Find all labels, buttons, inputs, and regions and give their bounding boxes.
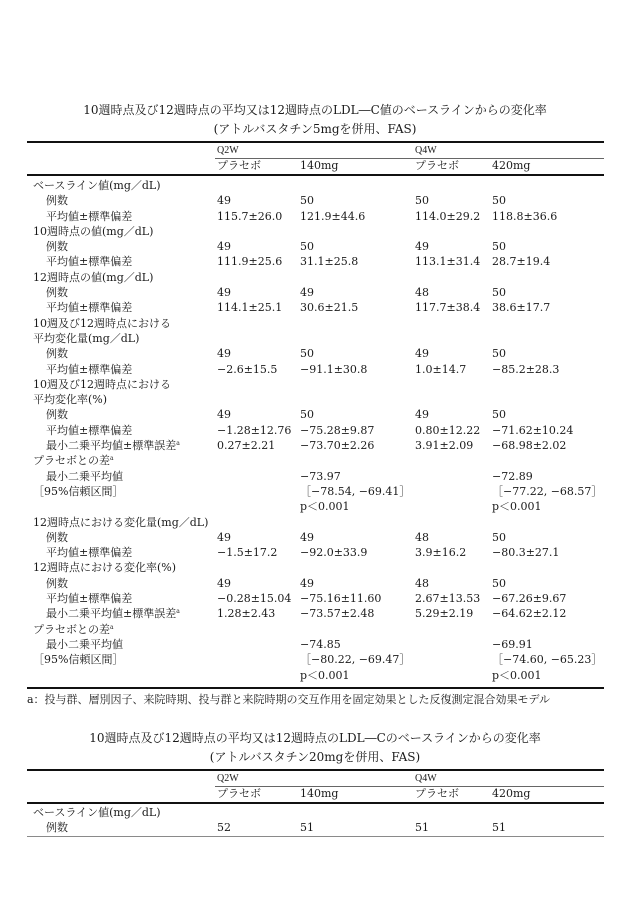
cell-q4w-placebo: 49 [415, 347, 429, 361]
cell-q4w-placebo: 5.29±2.19 [415, 607, 474, 621]
cell-q2w-140mg: 50 [300, 408, 314, 422]
table-row [0, 362, 630, 377]
row-label [46, 438, 180, 453]
cell-q2w-140mg: −73.57±2.48 [300, 607, 375, 621]
cell-q4w-420mg: 51 [492, 821, 506, 835]
table-row [0, 637, 630, 652]
cell-q4w-420mg: 28.7±19.4 [492, 255, 551, 269]
footnote-marker: a [176, 440, 180, 448]
table1-header-rule [27, 174, 604, 176]
cell-q2w-placebo: 111.9±25.6 [217, 255, 283, 269]
cell-q2w-140mg: −73.97 [300, 469, 341, 483]
row-label: 平均値±標準偏差 [46, 546, 133, 560]
cell-q2w-140mg: 49 [300, 286, 314, 300]
table2-subtitle: (アトルバスタチン20mgを併用、FAS) [209, 750, 421, 764]
cell-q2w-140mg: 49 [300, 576, 314, 590]
cell-q4w-placebo: 49 [415, 240, 429, 254]
table-row-group [0, 316, 630, 331]
cell-q2w-140mg-pvalue: p＜0.001 [300, 500, 350, 514]
cell-q2w-140mg: −75.16±11.60 [300, 592, 382, 606]
cell-q4w-420mg: 50 [492, 408, 506, 422]
table-row-pvalue [0, 668, 630, 683]
row-label: 10週及び12週時点における [33, 316, 171, 330]
table-row-group [0, 805, 630, 820]
cell-q4w-420mg: −68.98±2.02 [492, 439, 567, 453]
cell-q2w-placebo: −1.5±17.2 [217, 546, 278, 560]
table-row [0, 193, 630, 208]
cell-q4w-placebo: 48 [415, 576, 429, 590]
table-row-group [0, 560, 630, 575]
cell-q4w-420mg: −85.2±28.3 [492, 362, 560, 376]
cell-q2w-placebo: 52 [217, 821, 231, 835]
row-label: 例数 [46, 286, 68, 300]
table1-bottom-rule [27, 687, 604, 689]
row-label: ［95%信頼区間］ [33, 484, 124, 498]
table1-footnote: a：投与群、層別因子、来院時期、投与群と来院時期の交互作用を固定効果とした反復測定混合効果モデル [27, 693, 551, 706]
cell-q2w-140mg: 30.6±21.5 [300, 301, 359, 315]
row-label: 10週及び12週時点における [33, 377, 171, 391]
table1-header-q4w-placebo: プラセボ [415, 159, 459, 172]
cell-q4w-420mg: −64.62±2.12 [492, 607, 567, 621]
table2-top-rule [27, 769, 604, 771]
row-label: 例数 [46, 194, 68, 208]
cell-q4w-placebo: 50 [415, 194, 429, 208]
table1-header-q2w-placebo: プラセボ [217, 159, 261, 172]
row-label-text: 最小二乗平均値±標準誤差 [46, 439, 177, 453]
cell-q2w-140mg: 50 [300, 240, 314, 254]
cell-q4w-420mg: 50 [492, 286, 506, 300]
cell-q4w-placebo: 48 [415, 530, 429, 544]
row-label: 例数 [46, 408, 68, 422]
cell-q2w-140mg-ci: ［−80.22, −69.47］ [300, 653, 411, 667]
table2-header-q4w-420mg: 420mg [492, 787, 531, 800]
cell-q2w-140mg: −92.0±33.9 [300, 546, 368, 560]
cell-q4w-420mg-pvalue: p＜0.001 [492, 668, 542, 682]
cell-q2w-placebo: 0.27±2.21 [217, 439, 276, 453]
row-label: 最小二乗平均値 [46, 469, 123, 483]
table-row [0, 820, 630, 835]
cell-q4w-placebo: 3.9±16.2 [415, 546, 467, 560]
cell-q4w-420mg: −71.62±10.24 [492, 423, 574, 437]
row-label [33, 453, 114, 468]
cell-q2w-placebo: 49 [217, 240, 231, 254]
row-label-text: プラセボとの差 [33, 622, 110, 636]
cell-q4w-420mg: −67.26±9.67 [492, 592, 567, 606]
table-row [0, 545, 630, 560]
table-row-group [0, 515, 630, 530]
cell-q2w-placebo: 115.7±26.0 [217, 209, 283, 223]
table-row [0, 423, 630, 438]
cell-q2w-140mg: 121.9±44.6 [300, 209, 366, 223]
cell-q4w-420mg: −80.3±27.1 [492, 546, 560, 560]
cell-q2w-140mg-pvalue: p＜0.001 [300, 668, 350, 682]
cell-q2w-placebo: 49 [217, 530, 231, 544]
cell-q2w-140mg: 50 [300, 194, 314, 208]
table2-header-q4w: Q4W [415, 773, 437, 784]
table-row-group [0, 622, 630, 637]
cell-q4w-placebo: 1.0±14.7 [415, 362, 467, 376]
table-row-group [0, 178, 630, 193]
row-label: 最小二乗平均値 [46, 637, 123, 651]
row-label: 12週時点の値(mg／dL) [33, 270, 154, 284]
row-label-text: プラセボとの差 [33, 454, 110, 468]
table-row [0, 591, 630, 606]
cell-q2w-140mg: −74.85 [300, 637, 341, 651]
row-label: ［95%信頼区間］ [33, 653, 124, 667]
cell-q4w-placebo: 48 [415, 286, 429, 300]
table-row-group [0, 453, 630, 468]
cell-q4w-placebo: 49 [415, 408, 429, 422]
table1-title: 10週時点及び12週時点の平均又は12週時点のLDL―C値のベースラインからの変化率 [83, 103, 547, 117]
table-row-group [0, 331, 630, 346]
table1-header-q4w-420mg: 420mg [492, 159, 531, 172]
cell-q2w-placebo: 49 [217, 194, 231, 208]
table2-header-rule [27, 802, 604, 804]
table-row [0, 530, 630, 545]
row-label: 平均変化率(%) [33, 393, 108, 407]
row-label-text: 最小二乗平均値±標準誤差 [46, 607, 177, 621]
table1-header-q2w-140mg: 140mg [300, 159, 339, 172]
row-label: 平均値±標準偏差 [46, 255, 133, 269]
row-label: 平均値±標準偏差 [46, 362, 133, 376]
cell-q4w-420mg: −69.91 [492, 637, 533, 651]
footnote-marker: a [110, 455, 114, 463]
cell-q4w-420mg-ci: ［−77.22, −68.57］ [492, 484, 603, 498]
row-label: 10週時点の値(mg／dL) [33, 224, 154, 238]
table-row [0, 469, 630, 484]
cell-q2w-placebo: 49 [217, 286, 231, 300]
cell-q4w-placebo: 0.80±12.22 [415, 423, 481, 437]
table1-header-q4w: Q4W [415, 145, 437, 156]
table2-title: 10週時点及び12週時点の平均又は12週時点のLDL―Cのベースラインからの変化率 [89, 731, 541, 745]
table1-body [0, 178, 630, 683]
table-row [0, 576, 630, 591]
cell-q4w-420mg: 38.6±17.7 [492, 301, 551, 315]
cell-q2w-140mg: 51 [300, 821, 314, 835]
table2-header-q2w-140mg: 140mg [300, 787, 339, 800]
cell-q2w-placebo: 49 [217, 347, 231, 361]
table1-top-rule [27, 141, 604, 143]
cell-q2w-placebo: 114.1±25.1 [217, 301, 283, 315]
row-label [46, 606, 180, 621]
cell-q2w-placebo: 49 [217, 576, 231, 590]
footnote-marker: a [176, 608, 180, 616]
table-row-group [0, 377, 630, 392]
table-row-group [0, 392, 630, 407]
table-row [0, 239, 630, 254]
cell-q4w-420mg-pvalue: p＜0.001 [492, 500, 542, 514]
cell-q2w-140mg: 49 [300, 530, 314, 544]
cell-q4w-420mg: 50 [492, 347, 506, 361]
table-row [0, 285, 630, 300]
row-label [33, 622, 114, 637]
cell-q4w-420mg: 50 [492, 240, 506, 254]
table-row [0, 300, 630, 315]
table2-header-subrule [215, 786, 604, 787]
cell-q4w-420mg: 50 [492, 194, 506, 208]
cell-q4w-placebo: 51 [415, 821, 429, 835]
table2-header-q4w-placebo: プラセボ [415, 787, 459, 800]
table-row-group [0, 224, 630, 239]
row-label: ベースライン値(mg／dL) [33, 179, 161, 192]
row-label: 平均値±標準偏差 [46, 209, 133, 223]
cell-q2w-140mg: −91.1±30.8 [300, 362, 368, 376]
table-row [0, 254, 630, 269]
table-row [0, 438, 630, 453]
cell-q2w-placebo: −0.28±15.04 [217, 592, 292, 606]
cell-q4w-placebo: 114.0±29.2 [415, 209, 481, 223]
table1-subtitle: (アトルバスタチン5mgを併用、FAS) [213, 122, 417, 136]
cell-q2w-placebo: 49 [217, 408, 231, 422]
row-label: 例数 [46, 347, 68, 361]
table-row [0, 346, 630, 361]
table-row [0, 209, 630, 224]
row-label: 例数 [46, 240, 68, 254]
table-row [0, 407, 630, 422]
row-label: 平均変化量(mg／dL) [33, 331, 140, 345]
table-row-pvalue [0, 499, 630, 514]
table2-header-q2w: Q2W [217, 773, 239, 784]
cell-q4w-420mg: 50 [492, 530, 506, 544]
cell-q4w-420mg-ci: ［−74.60, −65.23］ [492, 653, 603, 667]
table2-bottom-rule [27, 836, 604, 837]
table-row [0, 606, 630, 621]
cell-q4w-placebo: 3.91±2.09 [415, 439, 474, 453]
cell-q4w-placebo: 2.67±13.53 [415, 592, 481, 606]
table1-header-subrule [215, 158, 604, 159]
table1-header-q2w: Q2W [217, 145, 239, 156]
cell-q4w-420mg: 50 [492, 576, 506, 590]
row-label: 例数 [46, 821, 68, 835]
table2-body [0, 805, 630, 836]
cell-q2w-140mg: −73.70±2.26 [300, 439, 375, 453]
row-label: 例数 [46, 530, 68, 544]
row-label: 平均値±標準偏差 [46, 592, 133, 606]
row-label: 12週時点における変化率(%) [33, 561, 177, 575]
row-label: 例数 [46, 576, 68, 590]
cell-q4w-placebo: 117.7±38.4 [415, 301, 481, 315]
table-row-group [0, 270, 630, 285]
cell-q2w-140mg-ci: ［−78.54, −69.41］ [300, 484, 411, 498]
row-label: 12週時点における変化量(mg／dL) [33, 515, 209, 529]
cell-q2w-140mg: 31.1±25.8 [300, 255, 359, 269]
cell-q2w-placebo: −1.28±12.76 [217, 423, 292, 437]
table-row-ci [0, 484, 630, 499]
table-row-ci [0, 652, 630, 667]
row-label: 平均値±標準偏差 [46, 301, 133, 315]
cell-q2w-placebo: 1.28±2.43 [217, 607, 276, 621]
row-label: ベースライン値(mg／dL) [33, 806, 161, 819]
footnote-marker: a [110, 623, 114, 631]
cell-q2w-placebo: −2.6±15.5 [217, 362, 278, 376]
cell-q2w-140mg: −75.28±9.87 [300, 423, 375, 437]
cell-q4w-placebo: 113.1±31.4 [415, 255, 481, 269]
cell-q4w-420mg: −72.89 [492, 469, 533, 483]
cell-q4w-420mg: 118.8±36.6 [492, 209, 558, 223]
cell-q2w-140mg: 50 [300, 347, 314, 361]
table2-header-q2w-placebo: プラセボ [217, 787, 261, 800]
row-label: 平均値±標準偏差 [46, 423, 133, 437]
